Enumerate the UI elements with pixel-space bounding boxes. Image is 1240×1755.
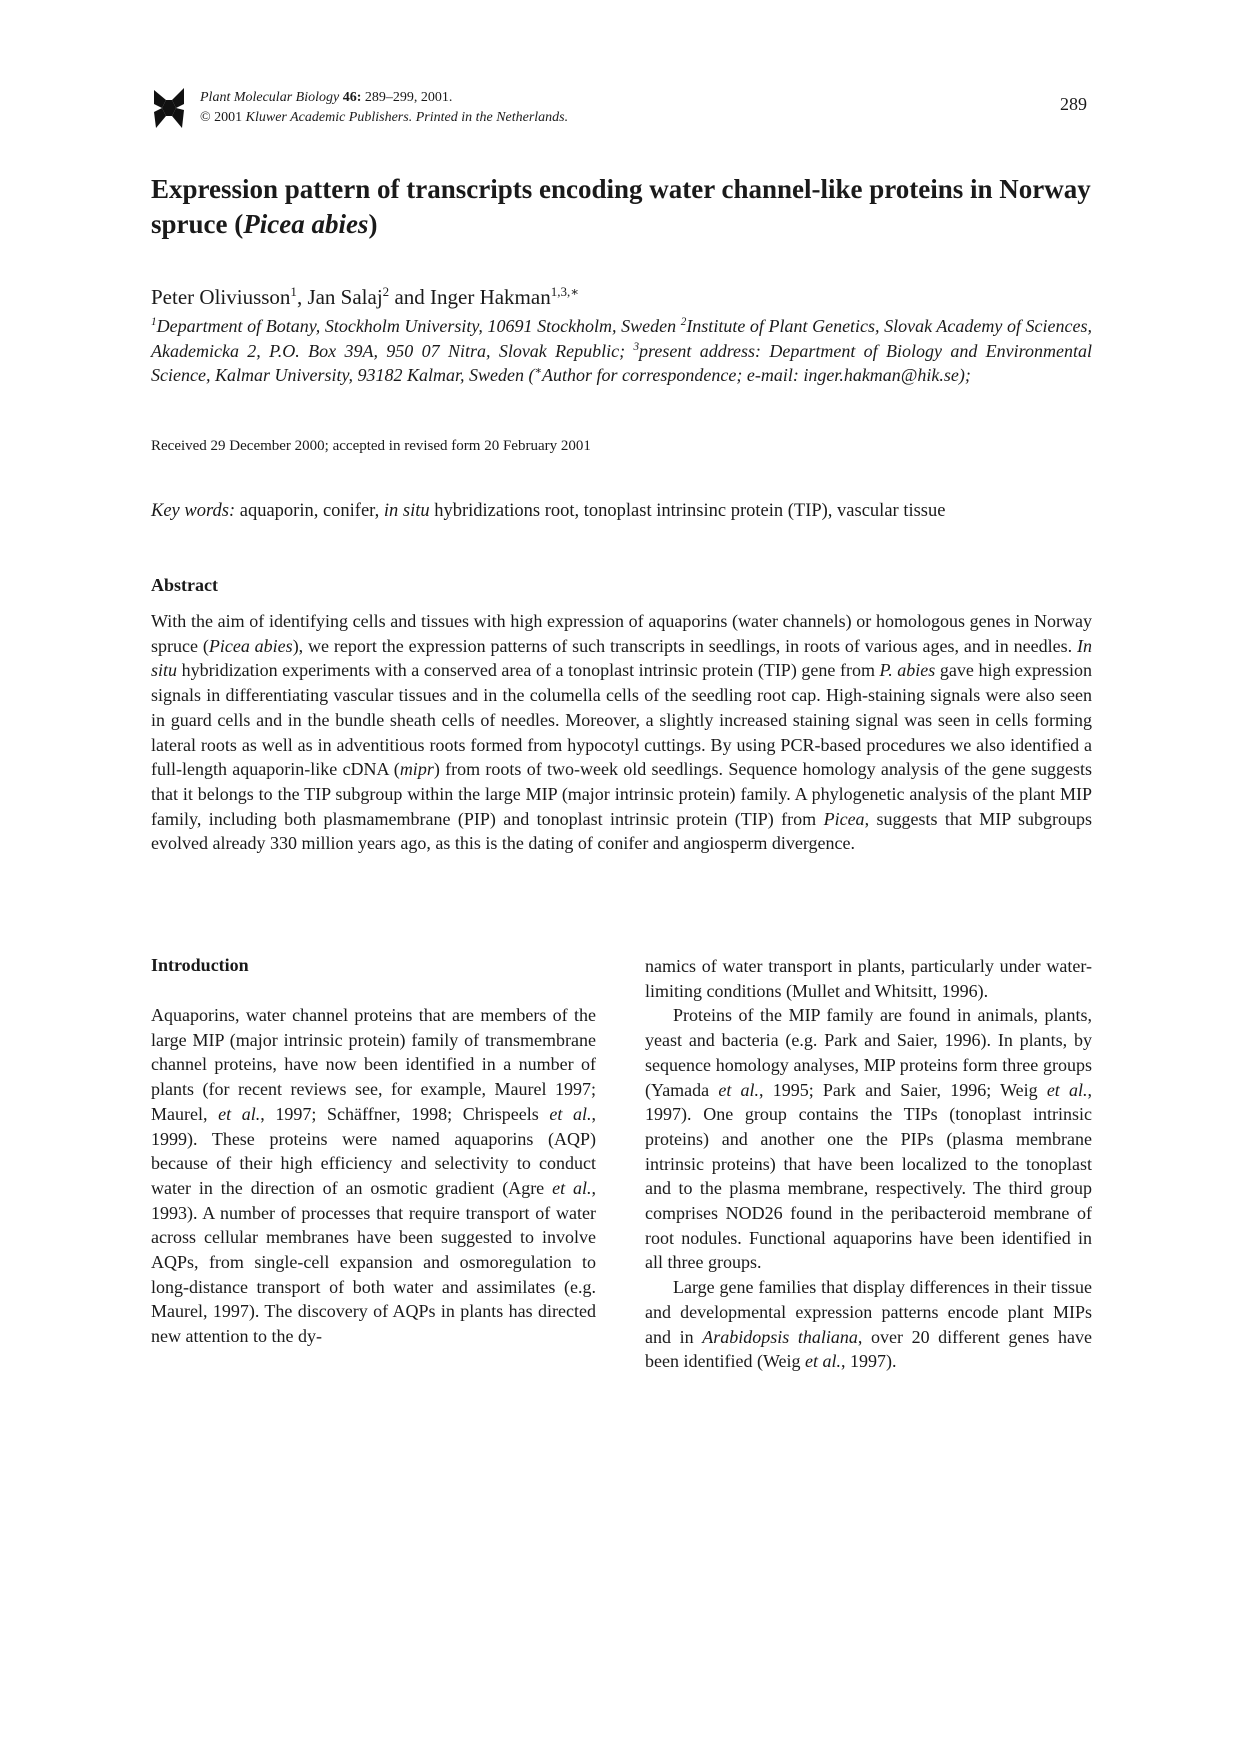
affil-1: Department of Botany, Stockholm University, 10691 Stockholm, Sweden [156,316,681,336]
abstract-text: gave high expression signals in differentiating vascular tissues and in the columella cells of the seedling root cap. High-staining signals were also seen in guard cells and in the bundle sheath cells of needles. Moreover, a slightly increased staining signal was seen in cells forming lateral roots as well as in adventitious roots formed from hypocotyl cuttings. By using PCR-based procedures we also identified a full-length aquaporin-like cDNA ( [151,660,1093,780]
intro-italic: et al. [552,1177,592,1198]
intro-text: Proteins of the MIP family are found in animals, plants, yeast and bacteria (e.g. Park and Saier, 1996). In plants, by sequence homology analyses, MIP proteins form three groups (Yamada [645,1005,1092,1100]
intro-text: , 1997; Schäffner, 1998; Chrispeels [260,1103,550,1124]
affil-3-sup: 3 [633,340,640,353]
keywords-part-3: hybridizations root, tonoplast intrinsinc protein (TIP), vascular tissue [429,501,946,521]
intro-paragraph [151,1003,596,1349]
title-main: Expression pattern of transcripts encoding water channel-like proteins in Norway spruce ( [151,174,1091,239]
page-number: 289 [1060,94,1087,114]
keywords [151,501,945,522]
title-close: ) [368,209,378,239]
intro-text: , 1993). A number of processes that require transport of water across cellular membranes have been suggested to involve AQPs, from single-cell expansion and osmoregulation to long-distance transport of both water and assimilates (e.g. Maurel, 1997). The discovery of AQPs in plants has directed new attention to the dy- [151,1177,596,1347]
affil-4: Author for correspondence; e-mail: inger.hakman@hik.se); [542,365,971,386]
intro-column-left [151,1003,596,1349]
abstract-body [151,609,1092,856]
intro-italic: Arabidopsis thaliana [702,1326,858,1347]
author-3: and Inger Hakman [389,285,551,309]
keywords-label: Key words: [151,501,236,521]
author-2-sup: 2 [382,284,390,299]
intro-text: , 1995; Park and Saier, 1996; Weig [759,1079,1047,1100]
abstract-text: , suggests that MIP subgroups evolved already 330 million years ago, as this is the dating of conifer and angiosperm divergence. [151,808,1092,854]
author-3-sup: 1,3,∗ [550,284,580,299]
abstract-text: hybridization experiments with a conserved area of a tonoplast intrinsic protein (TIP) gene from [177,660,880,681]
publisher: Kluwer Academic Publishers. [245,110,413,125]
affil-2-sup: 2 [680,316,687,328]
abstract-italic: In situ [151,635,1092,681]
affil-star: ∗ [534,365,543,378]
intro-paragraph [645,1003,1092,1275]
received-dates: Received 29 December 2000; accepted in revised form 20 February 2001 [151,438,591,454]
copyright-year: © 2001 [200,110,243,125]
author-2: , Jan Salaj [296,285,383,309]
journal-info [200,88,568,128]
abstract-text: ) from roots of two-week old seedlings. Sequence homology analysis of the gene suggests that it belongs to the TIP subgroup within the large MIP (major intrinsic protein) family. A phylogenetic analysis of the plant MIP family, including both plasmamembrane (PIP) and tonoplast intrinsic protein (TIP) from [151,759,1092,829]
introduction-heading: Introduction [151,955,249,975]
journal-volume: 46: [342,90,362,105]
intro-text: , 1999). These proteins were named aquaporins (AQP) because of their high efficiency and selectivity to conduct water in the direction of an osmotic gradient (Agre [151,1103,596,1198]
intro-italic: et al. [218,1103,261,1124]
intro-paragraph [645,1275,1092,1374]
keywords-part-1: aquaporin, conifer, [235,501,384,521]
abstract-text: With the aim of identifying cells and tissues with high expression of aquaporins (water channels) or homologous genes in Norway spruce ( [151,611,1092,656]
journal-pages: 289–299, 2001. [364,90,453,105]
intro-italic: et al. [1046,1079,1088,1100]
intro-text: Large gene families that display differences in their tissue and developmental expression patterns encode plant MIPs and in [645,1277,1092,1347]
printed-note: Printed in the Netherlands. [415,110,569,125]
intro-paragraph: namics of water transport in plants, particularly under water-limiting conditions (Mullet and Whitsitt, 1996). [645,956,1092,1001]
intro-italic: et al. [549,1103,592,1124]
intro-text: Aquaporins, water channel proteins that are members of the large MIP (major intrinsic protein) family of transmembrane channel proteins, have now been identified in a number of plants (for recent reviews see, for example, Maurel 1997; Maurel, [151,1005,596,1124]
abstract-italic: Picea abies [208,635,293,656]
intro-italic: et al. [718,1079,760,1100]
author-1-sup: 1 [290,284,297,299]
abstract-italic: mipr [399,759,434,780]
keywords-part-2: in situ [383,501,430,521]
affil-3: present address: Department of Biology and Environmental Science, Kalmar University, 93182 Kalmar, Sweden ( [151,340,1092,386]
affil-2: Institute of Plant Genetics, Slovak Academy of Sciences, Akademicka 2, P.O. Box 39A, 950 07 Nitra, Slovak Republic; [151,316,1093,361]
affil-1-sup: 1 [151,316,157,328]
abstract-italic: Picea [823,808,865,829]
abstract-heading: Abstract [151,575,218,595]
publisher-logo-icon [152,86,186,130]
author-1: Peter Oliviusson [151,285,291,309]
intro-column-right [645,954,1092,1374]
intro-text: , 1997). [841,1351,897,1372]
author-list [151,285,1091,310]
intro-italic: et al. [805,1351,841,1372]
affiliations [151,314,1092,388]
intro-text: , 1997). One group contains the TIPs (tonoplast intrinsic proteins) and another one the PIPs (plasma membrane intrinsic proteins) that have been localized to the tonoplast and to the plasma membrane, respectively. The third group comprises NOD26 found in the peribacteroid membrane of root nodules. Functional aquaporins have been identified in all three groups. [645,1079,1092,1273]
abstract-italic: P. abies [879,660,936,681]
journal-name: Plant Molecular Biology [200,90,340,105]
paper-title [151,172,1091,242]
intro-text: , over 20 different genes have been identified (Weig [645,1326,1092,1372]
title-species: Picea abies [243,209,369,239]
abstract-text: ), we report the expression patterns of such transcripts in seedlings, in roots of various ages, and in needles. [292,635,1077,656]
